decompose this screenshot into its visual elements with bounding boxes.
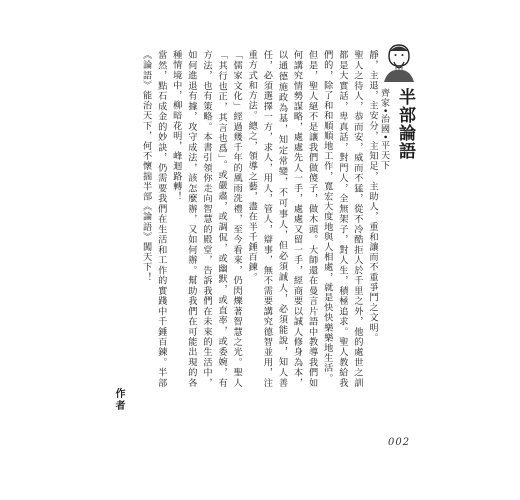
paragraph: 當然，點石成金的妙訣，仍需要我們在生活和工作的實踐中千錘百鍊。半部《論語》能治天下，何不懷揣半部《論語》闖天下！ <box>140 50 167 388</box>
book-subtitle: 齊家•治國•平天下 <box>379 88 389 171</box>
book-title: 半部論語 <box>395 88 415 160</box>
paragraph: 聖人之待人，恭而安，威而不猛，從不冷酷拒人於千里之外，他的處世之訓都是大實話，卑真話，對門人，全無架子，對人生，積極追求。聖人教給我們的，除了和和順順地工作，寬宏大度地與人相處，就是快快樂樂地生活。 <box>321 50 363 388</box>
preface-body <box>139 50 381 388</box>
paragraph: 靜，主退，主安分，主知足，主助人，重和讓而不重爭鬥之文明。 <box>367 50 378 343</box>
author-signature: 作者 <box>113 388 124 412</box>
paragraph: 但是，聖人絕不是讓我們做傻子，做木頭。大師還在曼言片語中教導我們如何講究情勢謀略，處處先人一手，處處又留一手，經商要以誠人修身為本，以通德施政為基，知定常變，不可事人，但必須誠人，必須能說，知人善任，必須選擇一方，求人，用人，管人，辯事，無不需要講究德智並用，注重方式和方法。總之，領導之藝，盡在半千錘百鍊。 <box>246 50 318 388</box>
paragraph: 「儒家文化」經過幾千年的風雨洗禮，至今看來，仍閃爍著智慧之光。聖人「其行也正，其言也爲」。或嚴肅，或調侃，或幽默，或直率，或委婉，有方法，也有策略。本書引領你走向智慧的殿堂，告訴我們在未來的生活中，如何進退有據，攻守成法，該怎麼辦，又如何辦。幫助我們在可能出現的各種情境中，柳暗花明，峰迴路轉！ <box>170 50 243 388</box>
page-number: 002 <box>388 437 411 448</box>
confucius-portrait-icon <box>380 42 418 82</box>
